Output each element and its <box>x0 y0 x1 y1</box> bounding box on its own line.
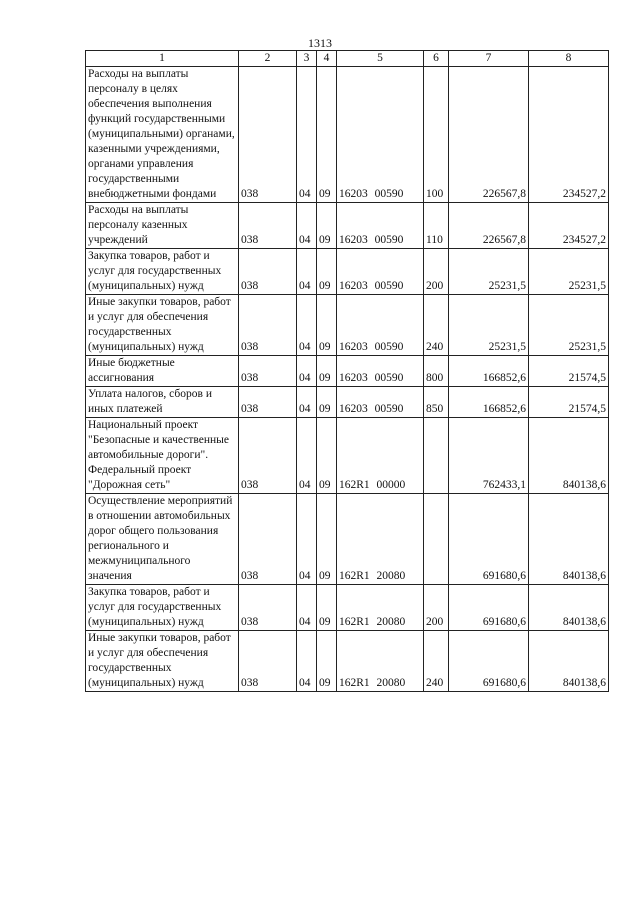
amount-col7: 166852,6 <box>449 387 529 418</box>
target-article: 162R1 20080 <box>337 631 424 692</box>
ministry-code: 038 <box>239 249 297 295</box>
subsection-code: 09 <box>317 295 337 356</box>
row-name: Национальный проект "Безопасные и качественные автомобильные дороги". Федеральный проект "Дорожная сеть" <box>86 418 239 494</box>
ministry-code: 038 <box>239 631 297 692</box>
amount-col7: 166852,6 <box>449 356 529 387</box>
section-code: 04 <box>297 418 317 494</box>
expense-type-code: 240 <box>424 631 449 692</box>
header-col-7: 7 <box>449 51 529 67</box>
row-name: Закупка товаров, работ и услуг для государственных (муниципальных) нужд <box>86 249 239 295</box>
amount-col7: 226567,8 <box>449 67 529 203</box>
budget-table <box>85 50 609 692</box>
row-name: Расходы на выплаты персоналу в целях обеспечения выполнения функций государственными (муниципальными) органами, казенными учреждениями, органами управления государственными внебюджетными фондами <box>86 67 239 203</box>
section-code: 04 <box>297 494 317 585</box>
amount-col8: 840138,6 <box>529 494 609 585</box>
table-row <box>86 387 609 418</box>
row-name: Иные закупки товаров, работ и услуг для обеспечения государственных (муниципальных) нужд <box>86 295 239 356</box>
ministry-code: 038 <box>239 418 297 494</box>
amount-col7: 25231,5 <box>449 249 529 295</box>
header-col-4: 4 <box>317 51 337 67</box>
ministry-code: 038 <box>239 67 297 203</box>
subsection-code: 09 <box>317 249 337 295</box>
section-code: 04 <box>297 67 317 203</box>
amount-col7: 762433,1 <box>449 418 529 494</box>
table-row <box>86 631 609 692</box>
subsection-code: 09 <box>317 203 337 249</box>
target-article: 16203 00590 <box>337 203 424 249</box>
row-name: Закупка товаров, работ и услуг для государственных (муниципальных) нужд <box>86 585 239 631</box>
amount-col8: 840138,6 <box>529 631 609 692</box>
ministry-code: 038 <box>239 295 297 356</box>
header-col-6: 6 <box>424 51 449 67</box>
page-number: 1313 <box>308 36 332 50</box>
row-name: Осуществление мероприятий в отношении автомобильных дорог общего пользования регионального и межмуниципального значения <box>86 494 239 585</box>
table-row <box>86 295 609 356</box>
table-row <box>86 356 609 387</box>
table-row <box>86 249 609 295</box>
target-article: 162R1 00000 <box>337 418 424 494</box>
section-code: 04 <box>297 387 317 418</box>
table-row <box>86 585 609 631</box>
header-row <box>86 51 609 67</box>
ministry-code: 038 <box>239 494 297 585</box>
expense-type-code <box>424 494 449 585</box>
target-article: 162R1 20080 <box>337 585 424 631</box>
subsection-code: 09 <box>317 387 337 418</box>
ministry-code: 038 <box>239 585 297 631</box>
section-code: 04 <box>297 203 317 249</box>
table-row <box>86 203 609 249</box>
expense-type-code: 110 <box>424 203 449 249</box>
amount-col7: 691680,6 <box>449 631 529 692</box>
section-code: 04 <box>297 249 317 295</box>
amount-col7: 25231,5 <box>449 295 529 356</box>
amount-col7: 691680,6 <box>449 494 529 585</box>
header-col-3: 3 <box>297 51 317 67</box>
table-row <box>86 67 609 203</box>
subsection-code: 09 <box>317 67 337 203</box>
amount-col8: 840138,6 <box>529 418 609 494</box>
header-col-2: 2 <box>239 51 297 67</box>
target-article: 16203 00590 <box>337 387 424 418</box>
ministry-code: 038 <box>239 356 297 387</box>
amount-col8: 25231,5 <box>529 295 609 356</box>
amount-col8: 21574,5 <box>529 387 609 418</box>
expense-type-code <box>424 418 449 494</box>
amount-col8: 840138,6 <box>529 585 609 631</box>
expense-type-code: 800 <box>424 356 449 387</box>
row-name: Иные закупки товаров, работ и услуг для обеспечения государственных (муниципальных) нужд <box>86 631 239 692</box>
expense-type-code: 850 <box>424 387 449 418</box>
section-code: 04 <box>297 356 317 387</box>
amount-col8: 25231,5 <box>529 249 609 295</box>
target-article: 16203 00590 <box>337 67 424 203</box>
header-col-1: 1 <box>86 51 239 67</box>
row-name: Расходы на выплаты персоналу казенных учреждений <box>86 203 239 249</box>
ministry-code: 038 <box>239 203 297 249</box>
target-article: 162R1 20080 <box>337 494 424 585</box>
expense-type-code: 200 <box>424 585 449 631</box>
section-code: 04 <box>297 585 317 631</box>
subsection-code: 09 <box>317 418 337 494</box>
table-row <box>86 494 609 585</box>
expense-type-code: 200 <box>424 249 449 295</box>
section-code: 04 <box>297 295 317 356</box>
row-name: Иные бюджетные ассигнования <box>86 356 239 387</box>
subsection-code: 09 <box>317 585 337 631</box>
ministry-code: 038 <box>239 387 297 418</box>
amount-col8: 21574,5 <box>529 356 609 387</box>
row-name: Уплата налогов, сборов и иных платежей <box>86 387 239 418</box>
subsection-code: 09 <box>317 494 337 585</box>
subsection-code: 09 <box>317 631 337 692</box>
target-article: 16203 00590 <box>337 295 424 356</box>
amount-col8: 234527,2 <box>529 203 609 249</box>
table-row <box>86 418 609 494</box>
target-article: 16203 00590 <box>337 356 424 387</box>
amount-col7: 226567,8 <box>449 203 529 249</box>
amount-col7: 691680,6 <box>449 585 529 631</box>
expense-type-code: 100 <box>424 67 449 203</box>
header-col-5: 5 <box>337 51 424 67</box>
subsection-code: 09 <box>317 356 337 387</box>
amount-col8: 234527,2 <box>529 67 609 203</box>
target-article: 16203 00590 <box>337 249 424 295</box>
section-code: 04 <box>297 631 317 692</box>
header-col-8: 8 <box>529 51 609 67</box>
expense-type-code: 240 <box>424 295 449 356</box>
